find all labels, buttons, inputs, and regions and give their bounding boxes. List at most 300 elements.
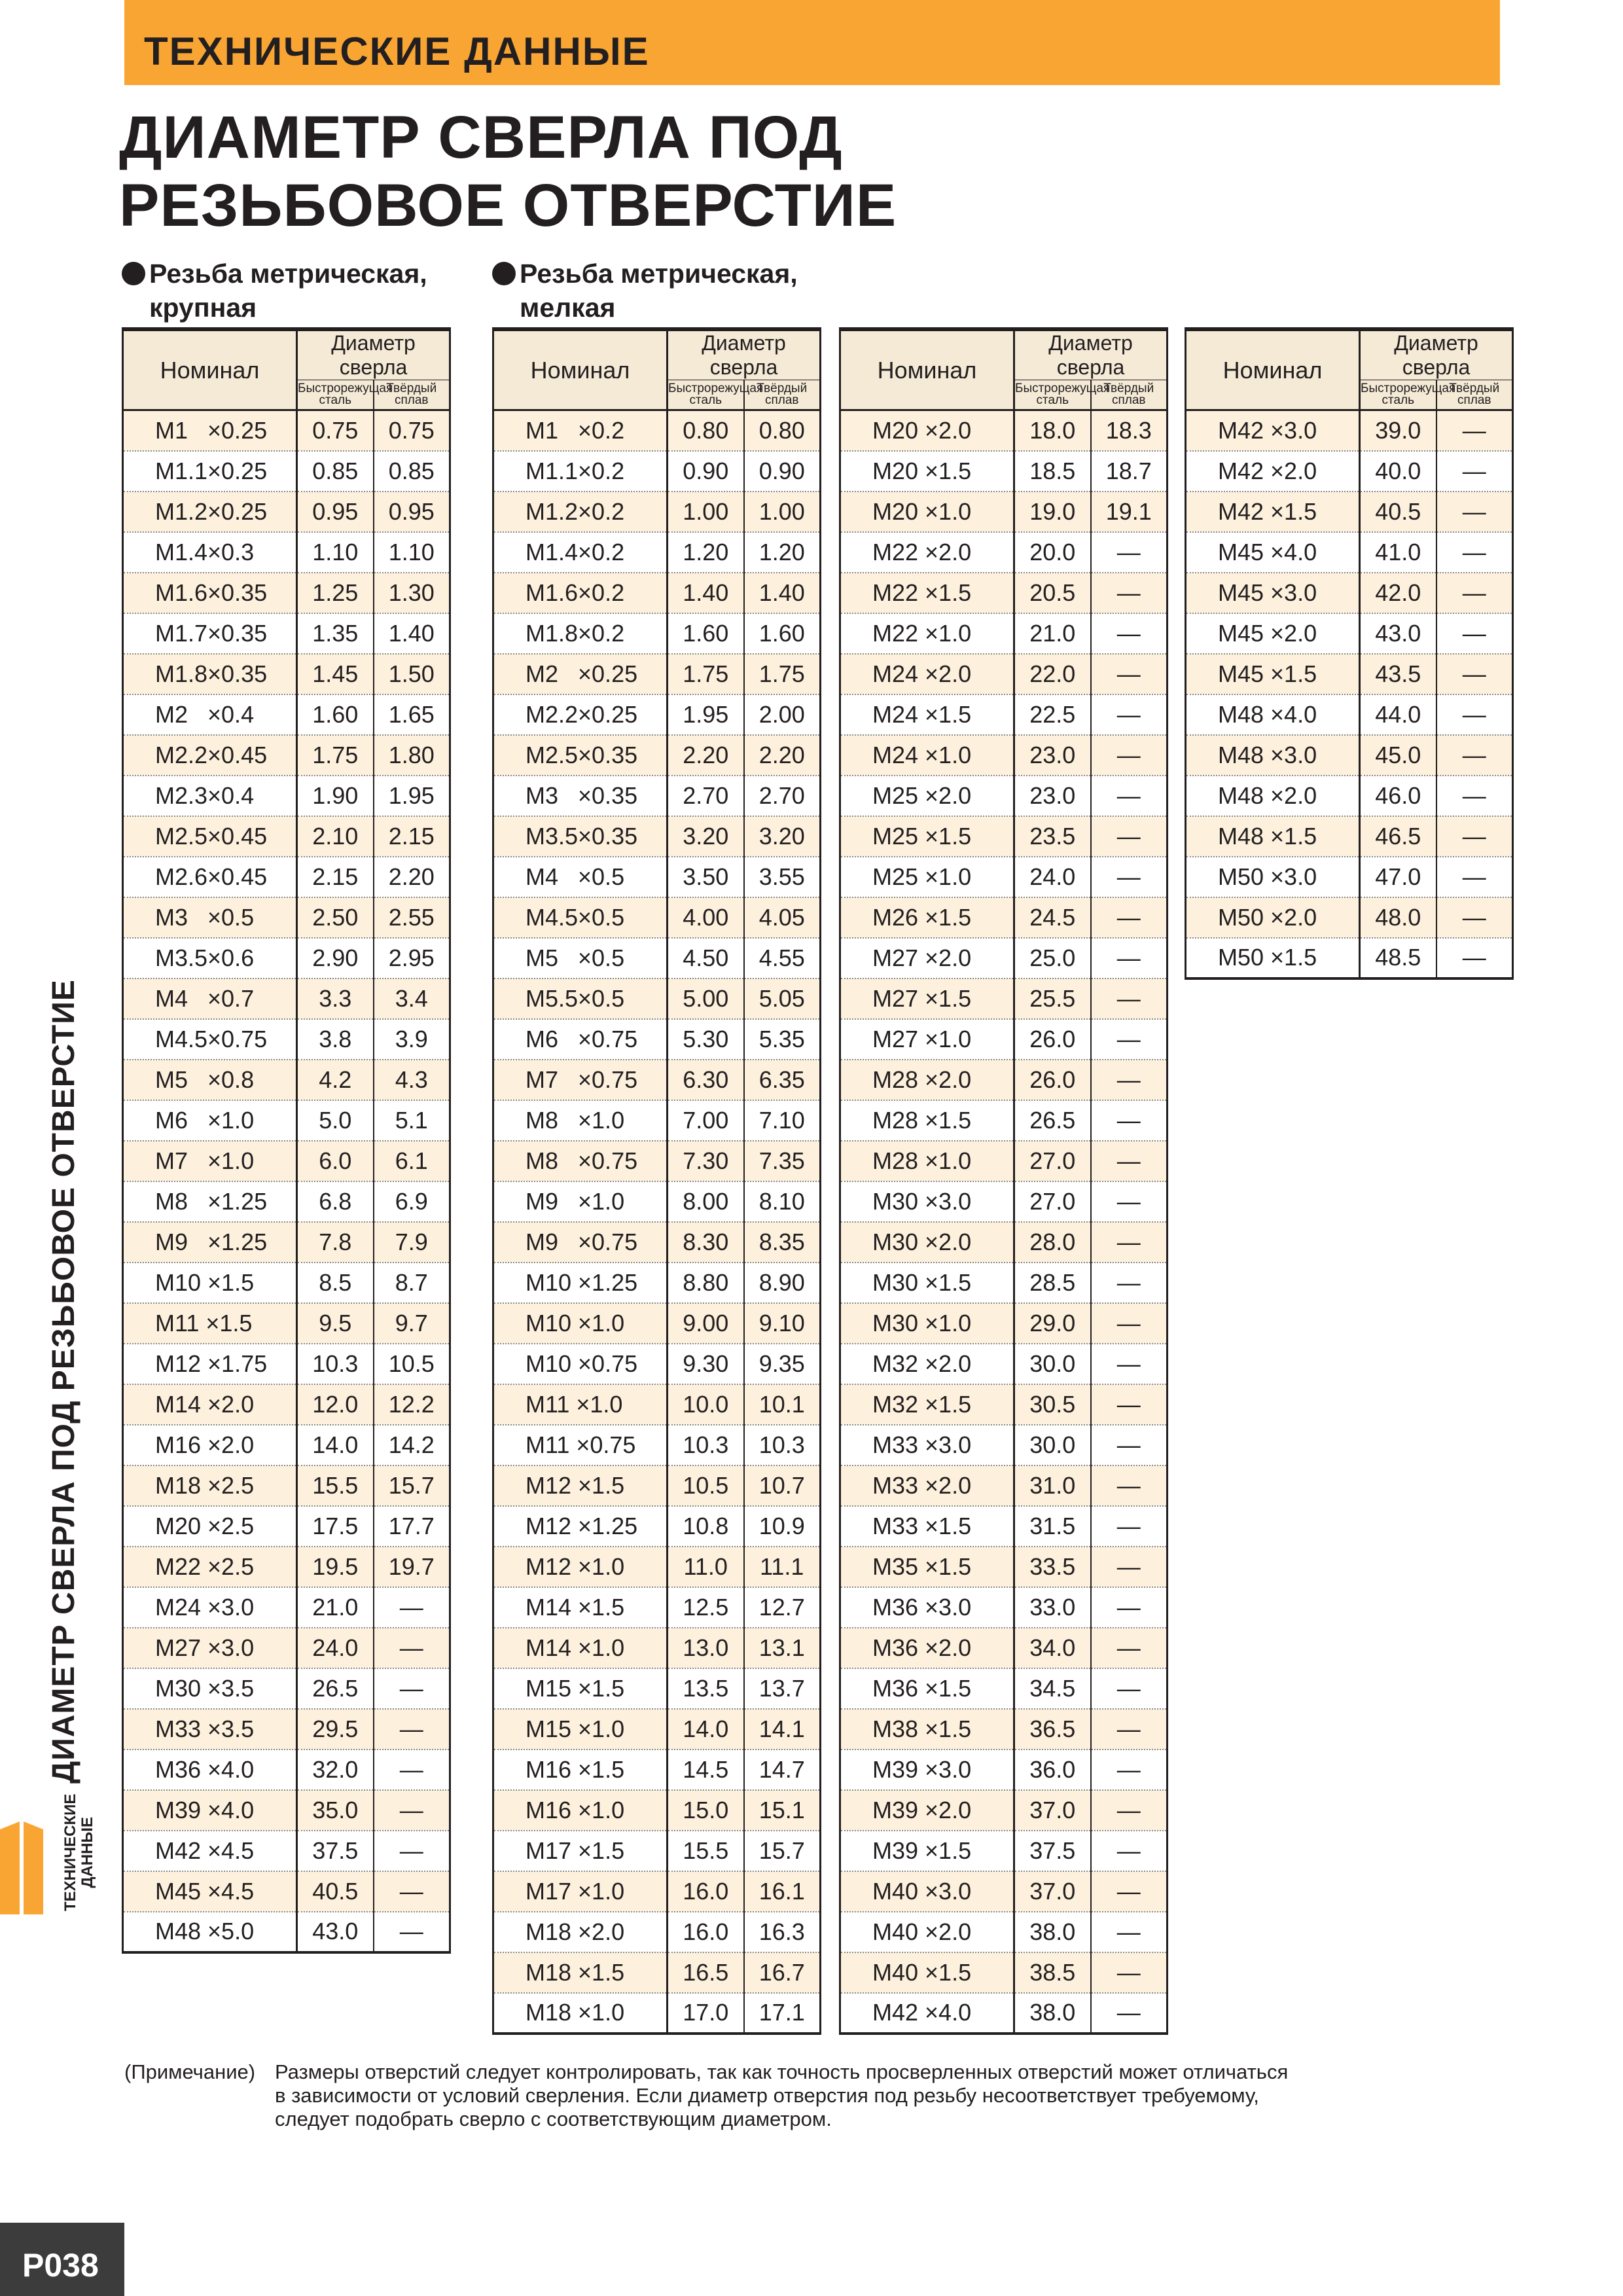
table-row [1186,451,1513,492]
table-row [493,1628,821,1668]
page-number-box [0,2223,124,2296]
coarse-thread-heading [122,257,427,325]
nominal-cell: M42 ×4.0 [840,1993,1014,2034]
carbide-drill-cell: — [1091,573,1168,613]
hss-header: Быстрорежущая сталь [1014,380,1091,410]
carbide-drill-cell: 3.4 [374,978,450,1019]
side-tab-label: ТЕХНИЧЕСКИЕ ДАННЫЕ [62,1793,96,1911]
table-row [1186,735,1513,776]
hss-drill-cell: 2.70 [668,776,744,816]
table-row [493,735,821,776]
nominal-cell: M17 ×1.5 [493,1831,668,1871]
hss-drill-cell: 46.0 [1360,776,1436,816]
nominal-cell: M35 ×1.5 [840,1547,1014,1587]
nominal-cell: M1.4×0.3 [123,532,297,573]
carbide-drill-cell: 10.1 [744,1384,821,1425]
hss-drill-cell: 47.0 [1360,857,1436,897]
table-row [493,1181,821,1222]
table-row [493,1709,821,1749]
table-row [493,573,821,613]
hss-drill-cell: 22.0 [1014,654,1091,694]
hss-drill-cell: 9.30 [668,1344,744,1384]
carbide-drill-cell: — [1091,1019,1168,1060]
nominal-cell: M10 ×1.0 [493,1303,668,1344]
hss-drill-cell: 14.5 [668,1749,744,1790]
nominal-cell: M33 ×2.0 [840,1465,1014,1506]
nominal-cell: M8 ×1.25 [123,1181,297,1222]
drill-diameter-header: Диаметр сверла [1014,329,1168,380]
table-row [840,1060,1168,1100]
hss-drill-cell: 31.0 [1014,1465,1091,1506]
nominal-cell: M18 ×1.0 [493,1993,668,2034]
nominal-cell: M48 ×4.0 [1186,694,1360,735]
hss-drill-cell: 30.0 [1014,1344,1091,1384]
table-row [1186,573,1513,613]
hss-drill-cell: 4.50 [668,938,744,978]
nominal-cell: M36 ×3.0 [840,1587,1014,1628]
carbide-drill-cell: — [1091,857,1168,897]
nominal-cell: M1.7×0.35 [123,613,297,654]
carbide-drill-cell: 12.2 [374,1384,450,1425]
hss-drill-cell: 38.5 [1014,1952,1091,1993]
carbide-drill-cell: 2.20 [374,857,450,897]
hss-drill-cell: 20.0 [1014,532,1091,573]
hss-drill-cell: 8.80 [668,1263,744,1303]
table-row [840,694,1168,735]
carbide-drill-cell: 11.1 [744,1547,821,1587]
fine-thread-table-3 [1185,327,1514,980]
drill-diameter-header: Диаметр сверла [668,329,821,380]
table-row [493,816,821,857]
nominal-cell: M24 ×2.0 [840,654,1014,694]
hss-drill-cell: 35.0 [297,1790,374,1831]
carbide-header: Твёрдый сплав [1091,380,1168,410]
hss-drill-cell: 44.0 [1360,694,1436,735]
nominal-cell: M18 ×2.5 [123,1465,297,1506]
table-row [840,776,1168,816]
carbide-drill-cell: — [1091,938,1168,978]
carbide-drill-cell: 10.7 [744,1465,821,1506]
table-row [123,1831,450,1871]
table-row [123,1100,450,1141]
carbide-drill-cell: 7.35 [744,1141,821,1181]
table-row [123,451,450,492]
carbide-drill-cell: 16.7 [744,1952,821,1993]
carbide-drill-cell: 6.9 [374,1181,450,1222]
table-row [840,1100,1168,1141]
carbide-drill-cell: — [1091,613,1168,654]
nominal-cell: M32 ×2.0 [840,1344,1014,1384]
carbide-drill-cell: — [1091,1587,1168,1628]
nominal-cell: M25 ×2.0 [840,776,1014,816]
nominal-cell: M3.5×0.6 [123,938,297,978]
nominal-cell: M5 ×0.5 [493,938,668,978]
nominal-cell: M1 ×0.2 [493,410,668,451]
table-row [493,1019,821,1060]
carbide-drill-cell: — [1091,1222,1168,1263]
hss-drill-cell: 40.5 [297,1871,374,1912]
carbide-drill-cell: 2.70 [744,776,821,816]
table-row [840,654,1168,694]
nominal-cell: M32 ×1.5 [840,1384,1014,1425]
table-row [123,1912,450,1952]
nominal-cell: M1.4×0.2 [493,532,668,573]
carbide-drill-cell: 1.95 [374,776,450,816]
table-row [840,735,1168,776]
table-row [840,1587,1168,1628]
hss-drill-cell: 8.5 [297,1263,374,1303]
nominal-cell: M12 ×1.5 [493,1465,668,1506]
table-row [123,735,450,776]
nominal-cell: M42 ×3.0 [1186,410,1360,451]
nominal-cell: M22 ×1.5 [840,573,1014,613]
hss-drill-cell: 6.30 [668,1060,744,1100]
nominal-cell: M50 ×3.0 [1186,857,1360,897]
hss-drill-cell: 6.8 [297,1181,374,1222]
table-row [840,816,1168,857]
table-row [493,1668,821,1709]
hss-drill-cell: 1.40 [668,573,744,613]
hss-header: Быстрорежущая сталь [668,380,744,410]
nominal-cell: M27 ×1.0 [840,1019,1014,1060]
carbide-drill-cell: 17.1 [744,1993,821,2034]
carbide-drill-cell: — [1436,654,1513,694]
table-row [840,1506,1168,1547]
hss-drill-cell: 4.00 [668,897,744,938]
hss-drill-cell: 10.0 [668,1384,744,1425]
hss-drill-cell: 45.0 [1360,735,1436,776]
nominal-cell: M6 ×1.0 [123,1100,297,1141]
hss-drill-cell: 33.5 [1014,1547,1091,1587]
hss-drill-cell: 23.5 [1014,816,1091,857]
carbide-drill-cell: — [1436,735,1513,776]
nominal-cell: M12 ×1.0 [493,1547,668,1587]
hss-drill-cell: 1.45 [297,654,374,694]
carbide-drill-cell: — [1091,1303,1168,1344]
hss-drill-cell: 31.5 [1014,1506,1091,1547]
fine-thread-table-1 [492,327,821,2035]
hss-drill-cell: 39.0 [1360,410,1436,451]
carbide-drill-cell: 10.9 [744,1506,821,1547]
footnote-line2: в зависимости от условий сверления. Если диаметр отверстия под резьбу несоответствует требуемому, [275,2084,1259,2107]
hss-drill-cell: 12.5 [668,1587,744,1628]
table-row [123,1019,450,1060]
carbide-drill-cell: 1.00 [744,492,821,532]
hss-drill-cell: 40.0 [1360,451,1436,492]
table-row [1186,492,1513,532]
hss-drill-cell: 42.0 [1360,573,1436,613]
hss-drill-cell: 2.15 [297,857,374,897]
page-title [119,103,897,240]
nominal-cell: M40 ×3.0 [840,1871,1014,1912]
table-row [493,1790,821,1831]
table-row [840,1993,1168,2034]
nominal-cell: M15 ×1.0 [493,1709,668,1749]
table-row [123,776,450,816]
table-row [1186,532,1513,573]
nominal-cell: M9 ×0.75 [493,1222,668,1263]
table-row [123,1587,450,1628]
table-row [840,1181,1168,1222]
nominal-cell: M33 ×3.5 [123,1709,297,1749]
carbide-header: Твёрдый сплав [744,380,821,410]
fine-heading-line1: Резьба метрическая, [520,259,798,289]
nominal-cell: M38 ×1.5 [840,1709,1014,1749]
table-row [840,1425,1168,1465]
table-row [123,938,450,978]
hss-drill-cell: 24.0 [1014,857,1091,897]
nominal-cell: M27 ×1.5 [840,978,1014,1019]
table-row [493,613,821,654]
table-row [123,654,450,694]
hss-drill-cell: 26.0 [1014,1060,1091,1100]
hss-drill-cell: 48.0 [1360,897,1436,938]
table-row [493,1222,821,1263]
nominal-cell: M45 ×4.5 [123,1871,297,1912]
nominal-cell: M10 ×1.5 [123,1263,297,1303]
nominal-cell: M6 ×0.75 [493,1019,668,1060]
nominal-cell: M36 ×2.0 [840,1628,1014,1668]
hss-drill-cell: 37.0 [1014,1871,1091,1912]
carbide-drill-cell: 0.90 [744,451,821,492]
carbide-drill-cell: — [374,1587,450,1628]
hss-header: Быстрорежущая сталь [1360,380,1436,410]
nominal-cell: M4.5×0.5 [493,897,668,938]
nominal-cell: M2.6×0.45 [123,857,297,897]
nominal-cell: M33 ×1.5 [840,1506,1014,1547]
nominal-cell: M45 ×1.5 [1186,654,1360,694]
nominal-cell: M1.8×0.2 [493,613,668,654]
hss-drill-cell: 1.35 [297,613,374,654]
hss-drill-cell: 9.00 [668,1303,744,1344]
carbide-drill-cell: — [1436,694,1513,735]
nominal-cell: M36 ×4.0 [123,1749,297,1790]
hss-drill-cell: 0.95 [297,492,374,532]
table-row [123,1425,450,1465]
fine-heading-line2: мелкая [520,293,616,323]
table-row [1186,897,1513,938]
carbide-drill-cell: — [1091,694,1168,735]
hss-drill-cell: 34.5 [1014,1668,1091,1709]
nominal-cell: M20 ×1.0 [840,492,1014,532]
table-row [493,1952,821,1993]
hss-drill-cell: 21.0 [297,1587,374,1628]
hss-drill-cell: 29.5 [297,1709,374,1749]
hss-drill-cell: 27.0 [1014,1181,1091,1222]
nominal-cell: M48 ×1.5 [1186,816,1360,857]
table-row [493,1303,821,1344]
footnote-line1: Размеры отверстий следует контролировать, так как точность просверленных отверстий может отличаться [275,2060,1289,2083]
table-row [840,1222,1168,1263]
nominal-cell: M40 ×2.0 [840,1912,1014,1952]
carbide-drill-cell: 1.40 [374,613,450,654]
carbide-drill-cell: 8.7 [374,1263,450,1303]
carbide-drill-cell: 0.80 [744,410,821,451]
table-row [123,573,450,613]
hss-drill-cell: 3.8 [297,1019,374,1060]
side-vertical-title: ДИАМЕТР СВЕРЛА ПОД РЕЗЬБОВОЕ ОТВЕРСТИЕ [46,979,81,1784]
hss-drill-cell: 13.0 [668,1628,744,1668]
hss-drill-cell: 12.0 [297,1384,374,1425]
page-number: P038 [22,2247,99,2284]
table-row [840,1912,1168,1952]
carbide-drill-cell: 12.7 [744,1587,821,1628]
hss-drill-cell: 30.5 [1014,1384,1091,1425]
coarse-heading-line2: крупная [149,293,257,323]
nominal-cell: M2.2×0.45 [123,735,297,776]
carbide-drill-cell: — [374,1790,450,1831]
hss-drill-cell: 20.5 [1014,573,1091,613]
nominal-cell: M30 ×2.0 [840,1222,1014,1263]
hss-drill-cell: 23.0 [1014,735,1091,776]
carbide-drill-cell: 14.1 [744,1709,821,1749]
carbide-drill-cell: 5.1 [374,1100,450,1141]
hss-drill-cell: 10.3 [297,1344,374,1384]
table-row [1186,776,1513,816]
carbide-drill-cell: — [1091,1993,1168,2034]
hss-drill-cell: 1.00 [668,492,744,532]
carbide-drill-cell: — [1436,492,1513,532]
nominal-cell: M33 ×3.0 [840,1425,1014,1465]
carbide-drill-cell: 10.3 [744,1425,821,1465]
nominal-cell: M1.2×0.25 [123,492,297,532]
table-row [123,1628,450,1668]
nominal-cell: M7 ×1.0 [123,1141,297,1181]
nominal-cell: M40 ×1.5 [840,1952,1014,1993]
drill-diameter-header: Диаметр сверла [1360,329,1513,380]
hss-header: Быстрорежущая сталь [297,380,374,410]
hss-drill-cell: 14.0 [668,1709,744,1749]
table-row [493,1993,821,2034]
table-row [123,1384,450,1425]
nominal-cell: M15 ×1.5 [493,1668,668,1709]
carbide-drill-cell: — [1091,1100,1168,1141]
nominal-cell: M9 ×1.25 [123,1222,297,1263]
table-row [1186,613,1513,654]
hss-drill-cell: 8.00 [668,1181,744,1222]
carbide-drill-cell: 18.3 [1091,410,1168,451]
hss-drill-cell: 19.5 [297,1547,374,1587]
coarse-heading-line1: Резьба метрическая, [149,259,427,289]
carbide-drill-cell: 1.30 [374,573,450,613]
table-row [493,897,821,938]
carbide-drill-cell: — [374,1628,450,1668]
hss-drill-cell: 43.0 [297,1912,374,1952]
table-row [493,938,821,978]
nominal-cell: M39 ×2.0 [840,1790,1014,1831]
footnote [124,2060,1433,2131]
carbide-drill-cell: — [1436,451,1513,492]
nominal-cell: M24 ×1.5 [840,694,1014,735]
carbide-drill-cell: — [374,1709,450,1749]
table-row [840,1709,1168,1749]
carbide-drill-cell: — [1091,654,1168,694]
nominal-cell: M42 ×1.5 [1186,492,1360,532]
carbide-drill-cell: 13.1 [744,1628,821,1668]
hss-drill-cell: 7.00 [668,1100,744,1141]
table-row [493,1831,821,1871]
nominal-cell: M26 ×1.5 [840,897,1014,938]
table-row [493,776,821,816]
carbide-drill-cell: 6.1 [374,1141,450,1181]
table-row [123,1222,450,1263]
hss-drill-cell: 7.30 [668,1141,744,1181]
nominal-cell: M1.1×0.25 [123,451,297,492]
hss-drill-cell: 43.0 [1360,613,1436,654]
table-row [840,978,1168,1019]
carbide-drill-cell: — [1091,1060,1168,1100]
carbide-drill-cell: — [1091,1790,1168,1831]
table-row [840,1547,1168,1587]
hss-drill-cell: 25.5 [1014,978,1091,1019]
table-row [123,1871,450,1912]
carbide-drill-cell: 9.35 [744,1344,821,1384]
hss-drill-cell: 15.5 [297,1465,374,1506]
hss-drill-cell: 26.5 [297,1668,374,1709]
hss-drill-cell: 1.95 [668,694,744,735]
nominal-cell: M1.2×0.2 [493,492,668,532]
carbide-drill-cell: — [1091,1465,1168,1506]
nominal-cell: M14 ×1.0 [493,1628,668,1668]
carbide-drill-cell: 8.35 [744,1222,821,1263]
hss-drill-cell: 4.2 [297,1060,374,1100]
hss-drill-cell: 29.0 [1014,1303,1091,1344]
hss-drill-cell: 23.0 [1014,776,1091,816]
nominal-cell: M39 ×3.0 [840,1749,1014,1790]
section-header-bar [124,0,1500,85]
hss-drill-cell: 0.80 [668,410,744,451]
nominal-cell: M1.8×0.35 [123,654,297,694]
hss-drill-cell: 21.0 [1014,613,1091,654]
nominal-cell: M10 ×1.25 [493,1263,668,1303]
nominal-cell: M5 ×0.8 [123,1060,297,1100]
carbide-drill-cell: — [1091,897,1168,938]
table-row [840,451,1168,492]
nominal-cell: M7 ×0.75 [493,1060,668,1100]
table-row [123,1060,450,1100]
table-row [1186,857,1513,897]
carbide-drill-cell: 2.95 [374,938,450,978]
carbide-drill-cell: 1.10 [374,532,450,573]
hss-drill-cell: 1.25 [297,573,374,613]
carbide-drill-cell: — [1091,978,1168,1019]
carbide-drill-cell: 9.10 [744,1303,821,1344]
table-row [840,1952,1168,1993]
hss-drill-cell: 37.5 [1014,1831,1091,1871]
table-row [123,1344,450,1384]
carbide-drill-cell: 16.3 [744,1912,821,1952]
hss-drill-cell: 36.0 [1014,1749,1091,1790]
table-row [493,410,821,451]
hss-drill-cell: 1.20 [668,532,744,573]
nominal-cell: M11 ×1.5 [123,1303,297,1344]
hss-drill-cell: 5.0 [297,1100,374,1141]
hss-drill-cell: 18.5 [1014,451,1091,492]
hss-drill-cell: 36.5 [1014,1709,1091,1749]
nominal-cell: M42 ×2.0 [1186,451,1360,492]
hss-drill-cell: 17.0 [668,1993,744,2034]
table-row [1186,816,1513,857]
table-row [123,1303,450,1344]
nominal-cell: M4.5×0.75 [123,1019,297,1060]
hss-drill-cell: 19.0 [1014,492,1091,532]
carbide-drill-cell: — [1091,532,1168,573]
hss-drill-cell: 1.10 [297,532,374,573]
table-row [840,1263,1168,1303]
nominal-cell: M4 ×0.7 [123,978,297,1019]
hss-drill-cell: 26.5 [1014,1100,1091,1141]
hss-drill-cell: 26.0 [1014,1019,1091,1060]
